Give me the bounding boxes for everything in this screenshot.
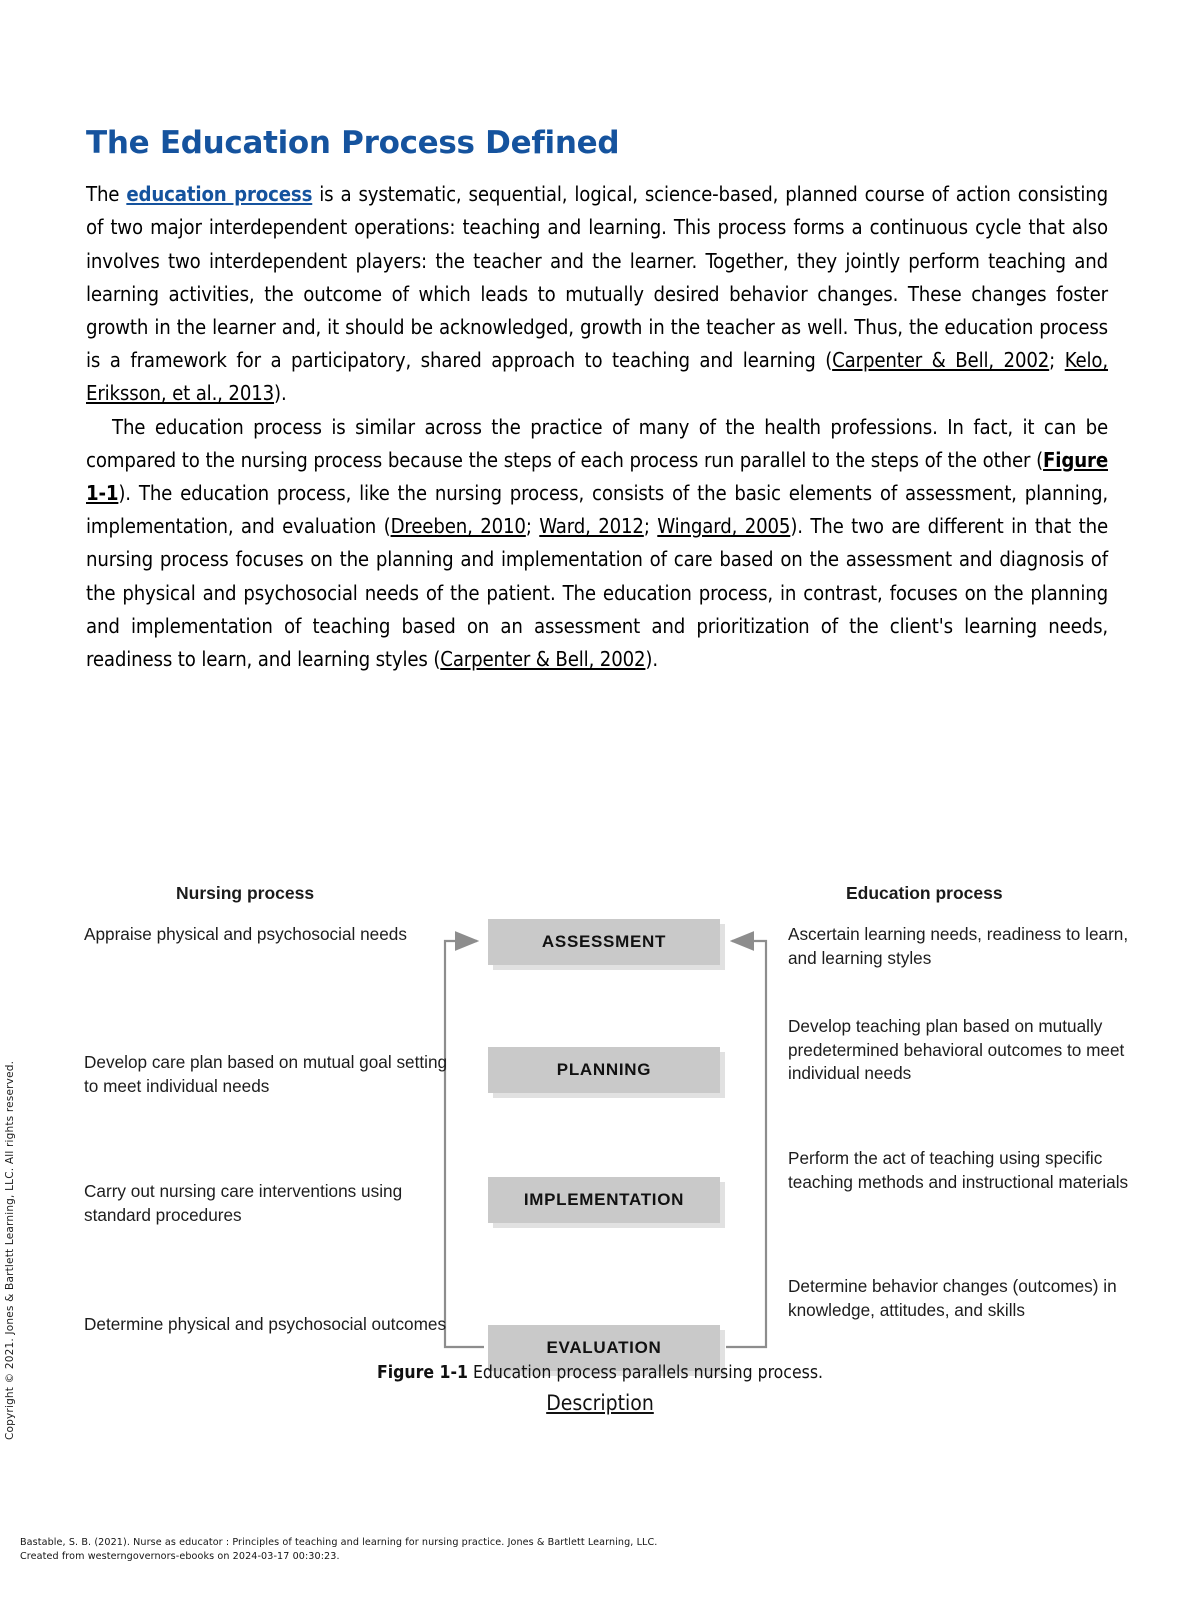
figure-description-label: Description — [546, 1391, 654, 1415]
footer-line-1: Bastable, S. B. (2021). Nurse as educator : Principles of teaching and learning for nursing practice. Jones & Bartlett Learning, LLC. — [20, 1537, 658, 1548]
stage-box-planning[interactable]: PLANNING — [488, 1047, 720, 1093]
nursing-process-heading: Nursing process — [176, 883, 315, 903]
article-body — [86, 126, 1108, 676]
page-title: The Education Process Defined — [86, 125, 620, 161]
p1-tail: ). — [274, 381, 287, 406]
education-step-1: Ascertain learning needs, readiness to learn, and learning styles — [788, 924, 1129, 968]
citation-dreeben-2010[interactable]: Dreeben, 2010 — [390, 514, 526, 539]
nursing-step-1: Appraise physical and psychosocial needs — [84, 924, 407, 944]
education-process-link[interactable]: education process — [126, 182, 313, 207]
p2-sep1: ; — [525, 514, 540, 539]
education-step-3: Perform the act of teaching using specific teaching methods and instructional materials — [788, 1148, 1129, 1192]
citation-kelo-eriksson-2013[interactable]: Kelo, Eriksson, et al., 2013 — [86, 348, 1108, 406]
education-step-2: Develop teaching plan based on mutually predetermined behavioral outcomes to meet individual needs — [788, 1016, 1125, 1083]
p2-sep2: ; — [643, 514, 658, 539]
figure-caption-label: Figure 1-1 — [376, 1363, 468, 1383]
stage-box-assessment[interactable]: ASSESSMENT — [488, 919, 720, 965]
citation-carpenter-bell-2002[interactable]: Carpenter & Bell, 2002 — [832, 348, 1050, 373]
stage-box-evaluation[interactable]: EVALUATION — [488, 1325, 720, 1371]
figure-1-1-reference[interactable]: Figure 1-1 — [86, 447, 1108, 505]
copyright-sidebar-text: Copyright © 2021. Jones & Bartlett Learning, LLC. All rights reserved. — [4, 1060, 16, 1440]
citation-wingard-2005[interactable]: Wingard, 2005 — [657, 514, 791, 539]
nursing-step-2: Develop care plan based on mutual goal setting to meet individual needs — [84, 1052, 448, 1096]
figure-caption — [80, 1363, 1120, 1383]
figure-1-1 — [80, 875, 1129, 1415]
footer-line-2: Created from westerngovernors-ebooks on 2024-03-17 00:30:23. — [20, 1551, 340, 1562]
citation-carpenter-bell-2002-b[interactable]: Carpenter & Bell, 2002 — [440, 646, 646, 671]
p2-a: The education process is similar across the practice of many of the health professions. In fact, it can be compared to the nursing process because the steps of each process run parallel to the steps of the other ( — [86, 414, 1108, 472]
citation-ward-2012[interactable]: Ward, 2012 — [539, 514, 644, 539]
education-step-4: Determine behavior changes (outcomes) in knowledge, attitudes, and skills — [788, 1276, 1117, 1320]
paragraph-1 — [86, 178, 1108, 410]
nursing-step-3: Carry out nursing care interventions using standard procedures — [84, 1181, 403, 1225]
p1-mid: is a systematic, sequential, logical, science-based, planned course of action consisting of two major interdependent operations: teaching and learning. This process forms a continuous cycle that also involves two interdependent players: the teacher and the learner. Together, they jointly perform teaching and learning activities, the outcome of which leads to mutually desired behavior changes. These changes foster growth in the learner and, it should be acknowledged, growth in the teacher as well. Thus, the education process is a framework for a participatory, shared approach to teaching and learning ( — [86, 182, 1108, 373]
stage-box-implementation[interactable]: IMPLEMENTATION — [488, 1177, 720, 1223]
figure-caption-text: Education process parallels nursing process. — [467, 1363, 824, 1383]
paragraph-2 — [86, 411, 1108, 677]
footer-citation — [20, 1536, 1020, 1564]
p2-b: ). The education process, like the nursing process, consists of the basic elements of assessment, planning, implementation, and evaluation ( — [86, 480, 1108, 539]
p2-d: ). — [645, 646, 658, 671]
p2-c: ). The two are different in that the nursing process focuses on the planning and implementation of care based on the assessment and diagnosis of the physical and psychosocial needs of the patient. The education process, in contrast, focuses on the planning and implementation of teaching based on an assessment and prioritization of the client's learning needs, readiness to learn, and learning styles ( — [86, 514, 1108, 671]
nursing-step-4: Determine physical and psychosocial outcomes — [84, 1314, 447, 1334]
p1-lead: The — [86, 182, 127, 207]
figure-description-link[interactable] — [80, 1391, 1120, 1415]
education-process-heading: Education process — [846, 883, 1003, 903]
p1-sep1: ; — [1049, 348, 1065, 373]
